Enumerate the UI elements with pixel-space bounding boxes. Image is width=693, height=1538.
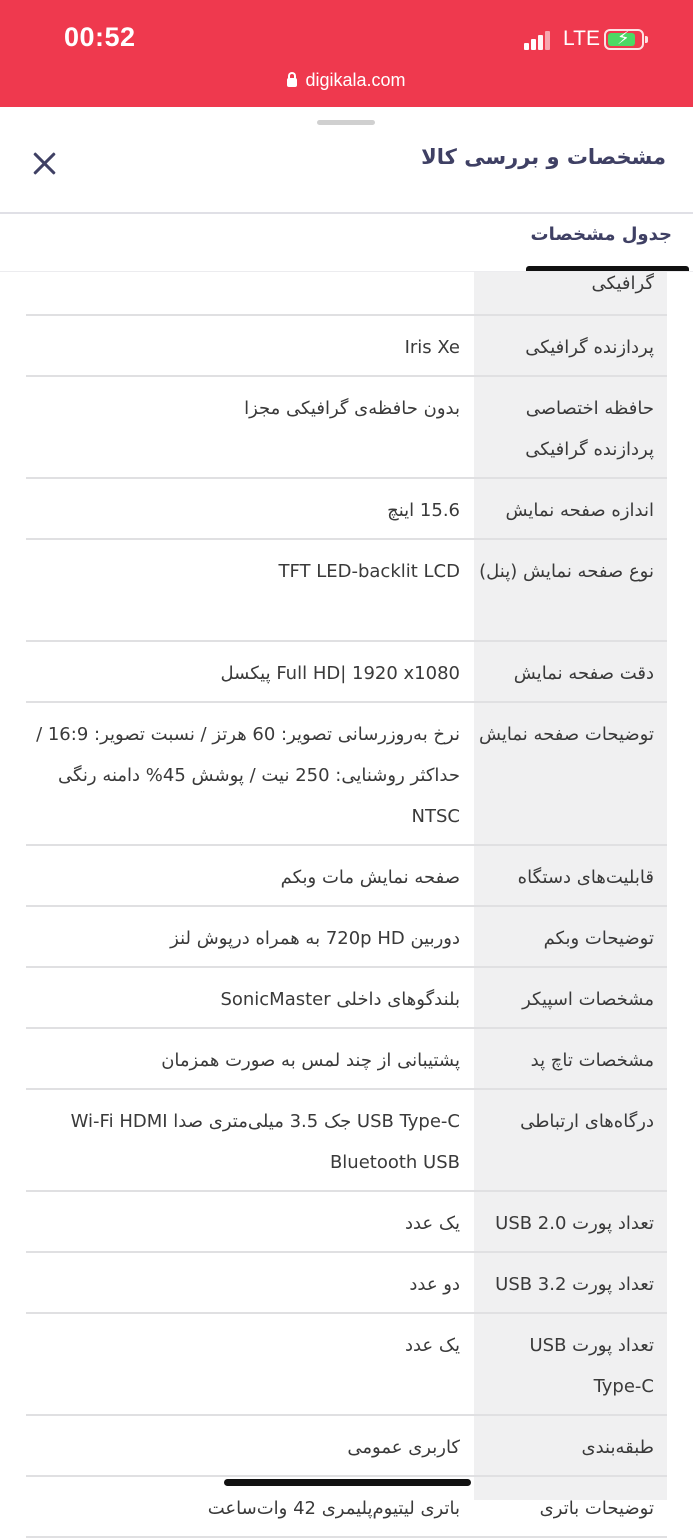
spec-row	[26, 968, 667, 1029]
spec-value: باتری لیتیوم‌پلیمری 42 وات‌ساعت	[207, 1498, 460, 1519]
spec-label: توضیحات باتری	[539, 1498, 654, 1519]
spec-row	[26, 703, 667, 846]
spec-value: یک عدد	[404, 1335, 460, 1356]
spec-value: بدون حافظه‌ی گرافیکی مجزا	[244, 398, 460, 419]
spec-label: تعداد پورت USB Type-C	[529, 1335, 654, 1397]
spec-value: دو عدد	[409, 1274, 460, 1295]
spec-row	[26, 1314, 667, 1416]
spec-label: مشخصات اسپیکر	[522, 989, 654, 1010]
spec-value: یک عدد	[404, 1213, 460, 1234]
spec-label: نوع صفحه نمایش (پنل)	[479, 561, 654, 582]
charging-icon: ⚡	[617, 28, 630, 49]
spec-label: توضیحات وبکم	[543, 928, 654, 949]
spec-row	[26, 1192, 667, 1253]
sheet-title: مشخصات و بررسی کالا	[421, 145, 666, 169]
spec-value: نرخ به‌روزرسانی تصویر: 60 هرتز / نسبت تصویر: 16:9 / حداکثر روشنایی: 250 نیت / پوشش 45% دامنه رنگی NTSC	[36, 724, 460, 827]
spec-row	[26, 846, 667, 907]
spec-label: درگاه‌های ارتباطی	[520, 1111, 654, 1132]
spec-row	[26, 1029, 667, 1090]
spec-row	[26, 377, 667, 479]
sheet-drag-handle[interactable]	[317, 120, 375, 125]
spec-label: دقت صفحه نمایش	[513, 663, 654, 684]
spec-row	[26, 1416, 667, 1477]
spec-row	[26, 540, 667, 642]
spec-row	[26, 1090, 667, 1192]
url-text: digikala.com	[305, 70, 406, 90]
spec-value: USB Type-C جک 3.5 میلی‌متری صدا Wi-Fi HDMI Bluetooth USB	[70, 1111, 460, 1173]
spec-value: بلندگوهای داخلی SonicMaster	[220, 989, 460, 1010]
status-bar	[0, 0, 693, 107]
home-indicator[interactable]	[224, 1479, 471, 1486]
lock-icon	[287, 78, 297, 87]
spec-label: حافظه اختصاصی پردازنده گرافیکی	[525, 398, 654, 460]
spec-value: Full HD| 1920 x1080 پیکسل	[220, 663, 460, 684]
battery-icon	[604, 29, 644, 50]
status-time: 00:52	[64, 22, 136, 52]
close-icon[interactable]	[29, 148, 61, 180]
spec-value: دوربین 720p HD به همراه درپوش لنز	[170, 928, 460, 949]
network-type: LTE	[563, 27, 600, 50]
spec-row	[26, 316, 667, 377]
spec-label: پردازنده گرافیکی	[525, 337, 654, 358]
spec-row	[26, 642, 667, 703]
spec-value: 15.6 اینچ	[387, 500, 460, 521]
spec-table	[26, 272, 667, 1519]
spec-label: گرافیکی	[591, 273, 654, 294]
spec-row	[26, 253, 667, 316]
spec-value: Iris Xe	[404, 337, 460, 358]
spec-label: تعداد پورت USB 2.0	[495, 1213, 654, 1234]
spec-row	[26, 1477, 667, 1538]
spec-label: مشخصات تاچ پد	[530, 1050, 654, 1071]
spec-value: کاربری عمومی	[347, 1437, 460, 1458]
spec-row	[26, 907, 667, 968]
spec-row	[26, 1253, 667, 1314]
tab-spec-table[interactable]: جدول مشخصات	[530, 224, 672, 245]
spec-label: طبقه‌بندی	[581, 1437, 654, 1458]
spec-label: تعداد پورت USB 3.2	[495, 1274, 654, 1295]
spec-value: صفحه نمایش مات وبکم	[280, 867, 460, 888]
spec-label: قابلیت‌های دستگاه	[517, 867, 654, 888]
signal-icon	[524, 30, 552, 50]
address-bar[interactable]	[0, 70, 693, 91]
spec-value: TFT LED-backlit LCD	[278, 561, 460, 582]
spec-value: پشتیبانی از چند لمس به صورت همزمان	[161, 1050, 460, 1071]
divider	[0, 212, 693, 214]
spec-label: توضیحات صفحه نمایش	[478, 724, 654, 745]
spec-label: اندازه صفحه نمایش	[505, 500, 654, 521]
spec-row	[26, 479, 667, 540]
